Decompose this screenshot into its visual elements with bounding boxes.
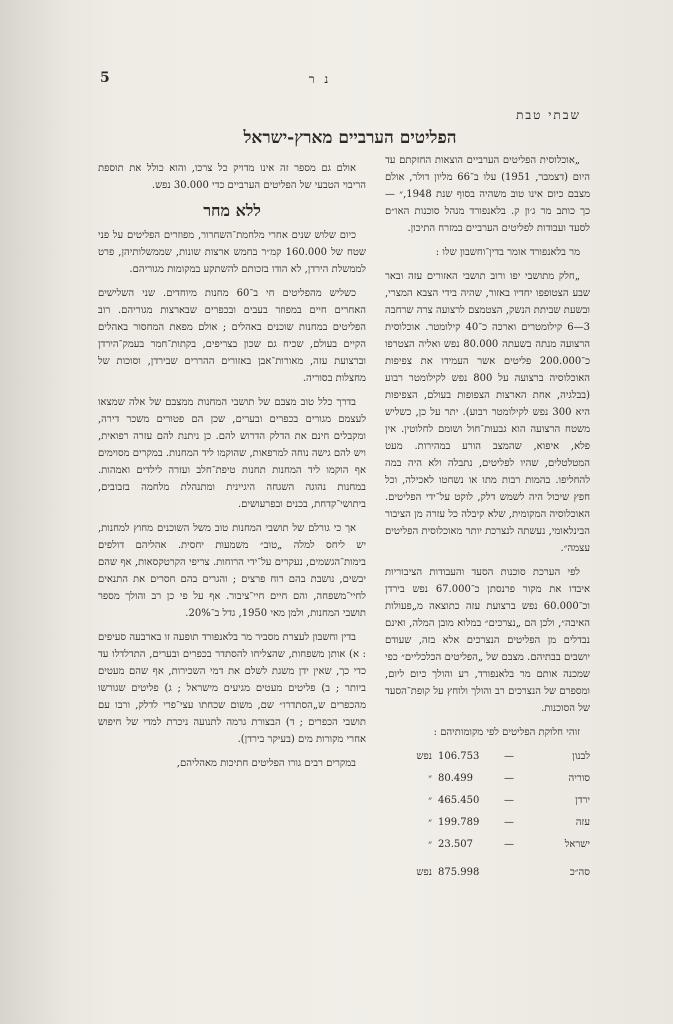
paragraph: אך כי גורלם של תושבי המחנות טוב משל השוכנים מחוץ למחנות, יש ליחס למלה „טוב״ משמעות יחסית. אהליהם דולפים בימות־הגשמים, נעקרים על־ידי הרוחות. צריפי הקרטקסאות, אף שהם יבשים, נושבת בהם רוח פרצים ; והגרים בהם חסרים את התנאים לחיי־משפחה, והם חיים חיי־ציבור. אף על פי כן רב והולך מספר תושבי המחנות, ולמן מאי 1950, גדל ב־20%.	[98, 523, 366, 619]
paragraph: לפי הערכת סוכנות הסעד והעבודות הציבוריות איבדו את מקור פרנסתן כ־67.000 נפש בירדן וכ־60.000 נפש ברצועת עזה כתוצאה מ„פעולות האיבה״, ולכן הם „נצרכים״ במלוא מובן המלה, ואינם נבדלים מן הפליטים הנצרכים אלא בזה, שעודם יושבים בבתיהם. מצבם של „הפליטים הכלכליים״ כפי שמכנה אותם מר בלאנפורד, רע והולך כיום ליום, ומספרם של הנצרכים רב והולך ולוחץ על קופת־הסעד של הסוכנות.	[385, 567, 590, 714]
issue-date: שבתי טבת	[516, 108, 581, 122]
list-item	[385, 836, 590, 858]
unit: נפש	[416, 751, 432, 762]
page-number: 5	[100, 70, 110, 86]
paragraph: בדרך כלל טוב מצבם של תושבי המחנות ממצבם של אלה שמצאו לעצמם מגורים בכפרים ובערים, שכן הם פטורים משכר דירה, ומקבלים חינם את הדלק הדרוש להם. כן ניתנת להם עזרה רפואית, ויש להם גישה נוחה למרפאות, שהוקמו ליד המחנות. במקרים מסוימים אף הוקמו ליד המחנות תחנות טיפת־חלב ועזרה לילדים ואמהות. במחנות נהוגה השגחה היגיינית ומתנהלת מלחמה בזבובים, ביתושי־קדחת, בכנים ובפרעושים.	[98, 397, 366, 510]
left-column	[98, 160, 366, 779]
right-column	[385, 152, 590, 881]
paragraph: כשליש מהפליטים חי ב־60 מחנות מיוחדים. שני השלישים האחרים חיים במפוזר בעבים ובכפרים שבארצות מגוריהם. רוב הפליטים במחנות שוכנים באהלים ; אולם מפאת המחסור באהלים הקיים בעולם, שכיח גם שכון בצריפים, בקתות־חמר בעמק־הירדן וברצועת עזה, מאורות־אבן באזורים ההררים שבירדן, וסוכות של מחצלות בסוריה.	[98, 288, 366, 384]
paper-fold-shadow	[0, 0, 70, 1024]
paragraph: מר בלאנפורד אומר בדין־וחשבון שלו :	[435, 247, 580, 258]
dash: —	[504, 817, 514, 828]
paragraph: אולם גם מספר זה אינו מדויק כל צרכו, והוא כולל את תוספת הריבוי הטבעי של הפליטים הערביים כדי 30.000 נפש.	[98, 163, 366, 191]
dash: —	[504, 839, 514, 850]
unit: ״	[428, 795, 432, 806]
paragraph: „חלק מתושבי יפו ורוב תושבי האזורים עזה ובאר שבע הצטופפו יחדיו באזור, שהיה בידי הצבא המצרי, ובשעת שביתת הנשק, הצטמצם לרצועה צרה שרחבה 3—6 קילומטרים וארכה כ־40 קילומטר. אוכלוסית הרצועה מנתה בשעתה 80.000 נפש ואליה הצטרפו כ־200.000 פליטים אשר העמידו את צפיפות האוכלוסיה ברצועה על 800 נפש לקילומטר רבוע (בבלגיה, אחת הארצות הצפופות בעולם, הצפיפות היא 300 נפש לקילומטר רבוע). יתר על כן, כשליש משטח הרצועה הוא גבעות־חול ושומם לחלוטין. אין פלא, איפוא, שהמצב הורע במהירות. מעט המטלטלים, שהיו לפליטים, נתבלה ולא היה במה להחליפו. בהמות רבות מתו או נשחטו לאכילה, וכל חפץ שיכול היה לשמש דלק, לוקט על־ידי הפליטים. האוכלוסיה המקומית, שלא קיבלה כל עזרה מן הציבור הבינלאומי, נעשתה לנצרכת יותר מאוכלוסית הפליטים עצמה״.	[385, 271, 591, 554]
region-name: ישראל	[564, 839, 590, 850]
paragraph: במקרים רבים גורו הפליטים חתיכות מאהליהם,	[176, 758, 356, 769]
distribution-total	[385, 864, 590, 881]
list-item	[385, 792, 590, 814]
total-label: סה״כ	[569, 867, 590, 878]
paragraph: בדין וחשבון לעצרת מסביר מר בלאנפורד תופעה זו בארבעה סעיפים : א) אותן משפחות, שהצליחו להסתדר בכפרים ובערים, התדלדלו עד כדי כך, שאין ידן משגת לשלם את דמי השכירות, אף שהם מעטים ביותר ; ב) פליטים מעטים מגיעים מישראל ; ג) פליטים שגורשו מהכפרים ש„הסתדרו״ שם, משום שכחתו עצי־פרי לדלק, ורבו עם תושבי הכפרים ; ד) הבצורת גרמה לתנועה ניכרת למדי של חיפוש אחרי מקורות מים (בעיקר בירדן).	[98, 632, 366, 745]
total-value: 875.998	[438, 867, 480, 878]
unit: ״	[428, 773, 432, 784]
region-value: 465.450	[438, 795, 480, 806]
section-title: ללא מחר	[203, 201, 261, 220]
list-item	[385, 814, 590, 836]
paragraph: זוהי חלוקת הפליטים לפי מקומותיהם :	[433, 727, 580, 738]
unit: ״	[428, 839, 432, 850]
region-value: 80.499	[438, 773, 473, 784]
region-value: 23.507	[438, 839, 473, 850]
region-name: עזה	[575, 817, 590, 828]
article-title: הפליטים הערביים מארץ-ישראל	[243, 128, 457, 148]
dash: —	[504, 751, 514, 762]
region-name: לבנון	[572, 751, 590, 762]
unit: ״	[428, 817, 432, 828]
region-value: 106.753	[438, 751, 480, 762]
dash: —	[504, 795, 514, 806]
region-value: 199.789	[438, 817, 480, 828]
running-title: נ ר	[308, 72, 332, 86]
paragraph: כיום שלוש שנים אחרי מלחמת־השחרור, מפוזרים הפליטים על פני שטח של 160.000 קמ״ר בחמש ארצות שונות, שממשלותיהן, פרט לממשלת הירדן, לא הודו בזכותם להשתקע במקומות מגוריהם.	[98, 230, 366, 275]
region-name: ירדן	[575, 795, 590, 806]
list-item	[385, 748, 590, 770]
region-name: סוריה	[568, 773, 590, 784]
unit: נפש	[416, 867, 432, 878]
refugee-distribution-list	[385, 748, 590, 858]
dash: —	[504, 773, 514, 784]
paragraph: „אוכלוסית הפליטים הערביים הוצאות החזקתם עד היום (דצמבר, 1951) עלו ב־66 מליון דולר, אולם מצבם כיום אינו טוב משהיה בסוף שנת 1948,״ — כך כותב מר ג׳ון ק. בלאנפורד מנהל סוכנות האו״ם לסעד ועבודות לפליטים הערביים במזרח התיכון.	[385, 155, 591, 234]
list-item	[385, 770, 590, 792]
